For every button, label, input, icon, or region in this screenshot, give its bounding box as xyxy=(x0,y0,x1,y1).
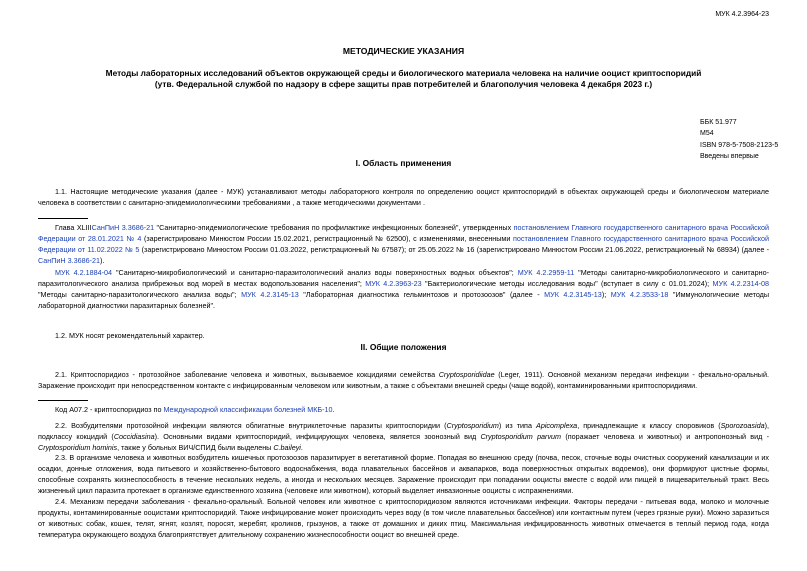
m-code: М54 xyxy=(700,130,714,138)
species-name: Coccidiasina xyxy=(113,432,155,441)
footnote-2-text: ); xyxy=(601,290,611,299)
section-1-heading: I. Область применения xyxy=(355,158,452,168)
paragraph-1-1: 1.1. Настоящие методические указания (далее - МУК) устанавливают методы лабораторного контроля по определению ооцист криптоспоридий в объектах окружающей среды и биологическом материале человека в соответствии с санитарно-эпидемиологическими требованиями , а также методическими документами . xyxy=(38,187,769,207)
footnote-1 xyxy=(38,222,769,266)
species-name: C.baileyi xyxy=(273,443,301,452)
paragraph-2-2-text: ) из типа xyxy=(498,421,537,430)
paragraph-2-2 xyxy=(38,420,769,453)
muk-link[interactable]: МУК 4.2.3145-13 xyxy=(544,290,602,299)
species-name: Cryptosporidium xyxy=(446,421,499,430)
paragraph-2-3: 2.3. В организме человека и животных возбудитель кишечных протозоозов паразитирует в вегетативной форме. Попадая во внешнюю среду (почва, песок, сточные воды очистных сооружений канализации и их осадки, донные отложения, вода питьевого и хозяйственно-бытового водоснабжения, вода плавательных бассейнов и аквапарков, вода поверхностных открытых водоемов), они формируют цистные формы, способные сохранять жизнеспособность в течение нескольких недель, а иногда и нескольких месяцев. Заражение происходит при попадании ооцисты вместе с водой или пищей в пищеварительный тракт. Весь жизненный цикл паразита протекает в организме единственного хозяина (человеке или животном), который выделяет инвазионные ооцисты с испражнениями. xyxy=(38,453,769,495)
muk-link[interactable]: МУК 4.2.3533-18 xyxy=(610,290,669,299)
footnote-1-text: "Санитарно-эпидемиологические требования по профилактике инфекционных болезней", утвержденных xyxy=(154,223,514,232)
footnote-1-text: ). xyxy=(99,256,105,265)
footnote-2 xyxy=(38,267,769,311)
paragraph-2-2-text: ). Основными видами криптоспоридий, инфицирующих человека, является зоонозный вид xyxy=(154,432,481,441)
footnote-2-text: "Методы санитарно-микробиологического и санитарно-паразитологического анализа прибрежных вод морей в местах водопользования населения"; xyxy=(38,268,769,288)
footnote-2-text: "Бактериологические методы исследования воды" (вступает в силу с 01.01.2024); xyxy=(421,279,713,288)
muk-link[interactable]: МУК 4.2.3145-13 xyxy=(241,290,299,299)
paragraph-1-2: 1.2. МУК носят рекомендательный характер. xyxy=(55,331,205,340)
muk-link[interactable]: МУК 4.2.3963-23 xyxy=(365,279,422,288)
footnote-1-text: (зарегистрировано Минюстом России 15.02.2021, регистрационный № 62500), с изменениями, внесенными xyxy=(141,234,513,243)
paragraph-2-2-text: ), подклассу кокцидий ( xyxy=(38,421,769,441)
section-2-heading: II. Общие положения xyxy=(360,342,447,352)
footnote-1-text: Глава XLIII xyxy=(55,223,92,232)
footnote-1-text: (зарегистрировано Минюстом России 01.03.2022, регистрационный № 67587); от 25.05.2022 № 16 (зарегистрировано Минюстом России 21.06.2022, регистрационный № 68934) (далее - xyxy=(139,245,769,254)
paragraph-2-2-text: 2.2. Возбудителями протозойной инфекции являются облигатные внутриклеточные паразиты криптоспоридии ( xyxy=(55,421,447,430)
introduced-note: Введены впервые xyxy=(700,153,759,161)
footnote-2-text: "Методы санитарно-паразитологического анализа воды"; xyxy=(38,290,242,299)
paragraph-2-1-text: (Leger, 1911). Основной механизм передачи инфекции - фекально-оральный. Заражение происходит при непосредственном контакте с инфицированным человеком или животным, а также с объектами внешней среды (чаще водой), контаминированными криптоспоридиями. xyxy=(38,370,769,390)
sanpin-link[interactable]: СанПиН 3.3686-21 xyxy=(38,256,100,265)
family-name: Cryptosporidiidae xyxy=(438,370,495,379)
document-title: МЕТОДИЧЕСКИЕ УКАЗАНИЯ xyxy=(342,46,465,56)
resolution-amend-link[interactable]: постановлением Главного государственного санитарного врача Российской Федерации от 11.02.2022 № 5 xyxy=(38,234,769,254)
muk-link[interactable]: МУК 4.2.2314-08 xyxy=(712,279,769,288)
footnote-3-text: Код А07.2 - криптоспоридиоз по xyxy=(55,405,164,414)
muk-link[interactable]: МУК 4.2.1884-04 xyxy=(55,268,113,277)
sanpin-link[interactable]: СанПиН 3.3686-21 xyxy=(91,223,155,232)
subtitle-line-1: Методы лабораторных исследований объектов окружающей среды и биологического материала человека на наличие ооцист криптоспоридий xyxy=(105,68,702,78)
footnote-3-text: . xyxy=(332,405,335,414)
footnote-2-text: "Лабораторная диагностика гельминтозов и протозоозов" (далее - xyxy=(298,290,545,299)
paragraph-2-2-text: , принадлежащие к классу споровиков ( xyxy=(577,421,721,430)
paragraph-2-2-text: . xyxy=(300,443,303,452)
species-name: Cryptosporidium hominis xyxy=(38,443,118,452)
paragraph-2-1-text: 2.1. Криптоспоридиоз xyxy=(55,370,129,379)
footnote-divider xyxy=(38,400,88,401)
footnote-2-text: "Иммунологические методы лабораторной диагностики паразитарных болезней". xyxy=(38,290,770,310)
species-name: Apicomplexa xyxy=(536,421,578,430)
document-subtitle xyxy=(60,68,747,90)
paragraph-2-1 xyxy=(38,369,769,391)
species-name: Cryptosporidium parvum xyxy=(480,432,562,441)
paragraph-2-1-text: - протозойное заболевание человека и животных, вызываемое кокцидиями семейства xyxy=(128,370,439,379)
footnote-2-text: "Санитарно-микробиологический и санитарно-паразитологический анализ воды поверхностных водных объектов"; xyxy=(112,268,518,277)
paragraph-2-4: 2.4. Механизм передачи заболевания - фекально-оральный. Больной человек или животное с криптоспоридиозом являются источниками инфекции. Факторы передачи - питьевая вода, молоко и молочные продукты, контаминированные ооцистами криптоспоридий. Также инфицирование может происходить через воду (в том числе плавательных бассейнов) или контактным путем (через грязные руки). Можно заразиться от животных: собак, кошек, телят, ягнят, козлят, поросят, жеребят, кроликов, грызунов, а также от домашних и диких птиц. Максимальная инфицированность животных отмечается в теплый период года, когда температура окружающего воздуха благоприятствует длительному сохранению жизнеспособности ооцист во внешней среде. xyxy=(38,497,769,539)
species-name: Sporozoasida xyxy=(720,421,765,430)
footnote-divider xyxy=(38,218,88,219)
muk-link[interactable]: МУК 4.2.2959-11 xyxy=(517,268,575,277)
icd10-link[interactable]: Международной классификации болезней МКБ-10 xyxy=(163,405,333,414)
publication-meta xyxy=(700,117,779,163)
paragraph-2-2-text: , также у больных ВИЧ/СПИД были выделены xyxy=(117,443,274,452)
footnote-3 xyxy=(38,404,769,415)
document-code: МУК 4.2.3964-23 xyxy=(715,11,769,18)
subtitle-line-2: (утв. Федеральной службой по надзору в сфере защиты прав потребителей и благополучия человека 4 декабря 2023 г.) xyxy=(154,79,653,89)
isbn: ISBN 978-5-7508-2123-5 xyxy=(700,141,779,149)
bbk-code: ББК 51.977 xyxy=(700,119,737,126)
resolution-link[interactable]: постановлением Главного государственного санитарного врача Российской Федерации от 28.01.2021 № 4 xyxy=(38,223,769,243)
paragraph-2-2-text: (поражает человека и животных) и антропонозный вид - xyxy=(561,432,769,441)
